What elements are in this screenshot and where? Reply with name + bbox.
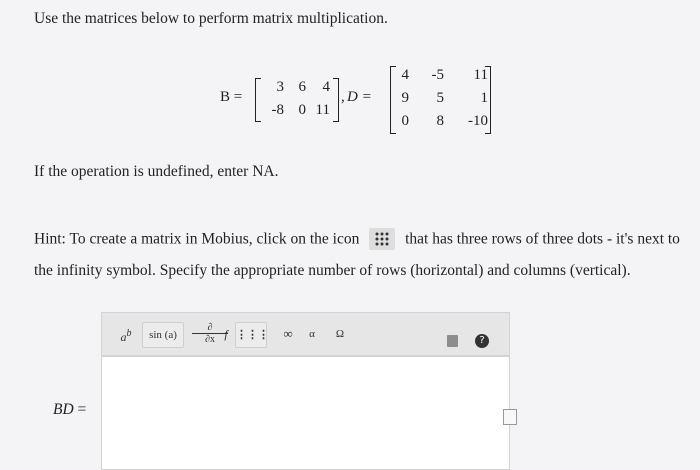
math-toolbar <box>101 312 510 356</box>
answer-editor[interactable] <box>101 356 510 470</box>
answer-label <box>53 401 86 419</box>
matrix-cell: 11 <box>473 67 488 83</box>
hint-line-1 <box>34 229 680 251</box>
question-intro: Use the matrices below to perform matrix multiplication. <box>34 10 388 27</box>
matrix-cell: 3 <box>276 79 284 95</box>
matrix-cell: -5 <box>431 67 444 83</box>
matrix-cell: 9 <box>401 90 409 106</box>
hint-text: Hint: To create a matrix in Mobius, click on the icon <box>34 230 360 248</box>
answer-equals: = <box>77 401 87 418</box>
infinity-button[interactable]: ∞ <box>283 326 293 341</box>
matrix-b-label: B = <box>220 89 243 105</box>
answer-variable: BD <box>53 401 74 418</box>
matrix-cell: 8 <box>436 113 444 129</box>
matrix-cell: 4 <box>401 67 409 83</box>
matrix-cell: 1 <box>480 90 488 106</box>
hint-text: that has three rows of three dots - it's next to <box>405 230 680 248</box>
power-base: a <box>120 330 127 344</box>
sin-button[interactable]: sin (a) <box>142 322 184 348</box>
trash-icon[interactable] <box>447 335 458 347</box>
alpha-button[interactable]: α <box>309 328 315 340</box>
function-label: f <box>224 327 228 341</box>
hint-line-2: the infinity symbol. Specify the appropriate number of rows (horizontal) and columns (vertical). <box>34 262 631 279</box>
matrix-cell: -10 <box>468 113 488 129</box>
power-button[interactable] <box>112 322 140 346</box>
note-icon[interactable] <box>503 409 517 425</box>
matrix-cell: 11 <box>315 102 330 118</box>
matrix-separator: , <box>341 89 345 105</box>
matrix-d-right-bracket <box>485 66 491 134</box>
derivative-top: ∂ <box>207 322 213 333</box>
help-icon[interactable]: ? <box>475 334 489 348</box>
derivative-bottom: ∂x <box>192 333 228 345</box>
matrix-dots-icon <box>369 228 395 250</box>
matrix-cell: 5 <box>436 90 444 106</box>
power-exponent: b <box>126 328 132 339</box>
matrix-button[interactable]: ⋮⋮⋮ <box>235 322 267 348</box>
matrix-cell: 6 <box>298 79 306 95</box>
undefined-note: If the operation is undefined, enter NA. <box>34 163 279 180</box>
matrix-cell: 4 <box>322 79 330 95</box>
matrix-equations <box>220 66 520 132</box>
matrix-d-label: D = <box>347 89 372 105</box>
omega-button[interactable]: Ω <box>335 328 345 340</box>
matrix-cell: 0 <box>401 113 409 129</box>
matrix-b-right-bracket <box>333 78 339 122</box>
matrix-cell: -8 <box>271 102 284 118</box>
matrix-cell: 0 <box>298 102 306 118</box>
